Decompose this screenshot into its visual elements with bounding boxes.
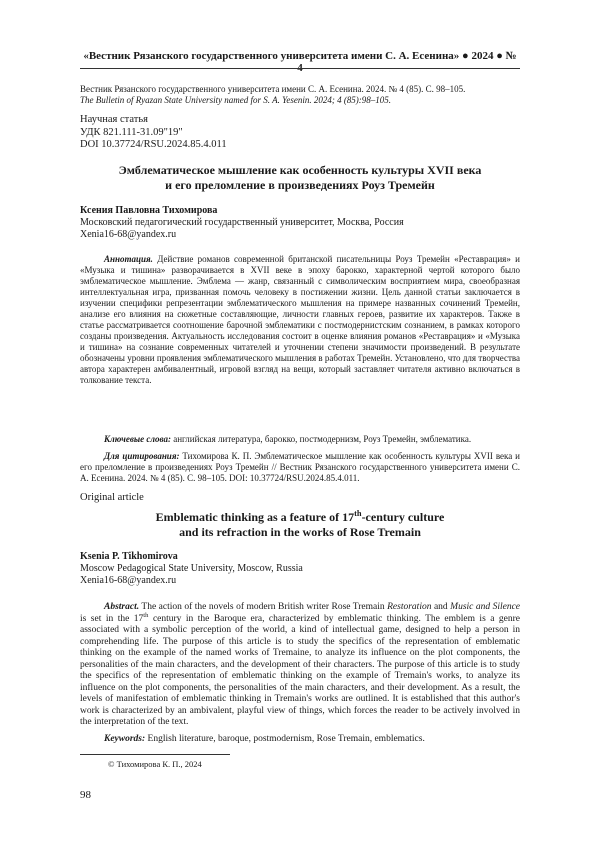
page-title-en: [80, 510, 520, 540]
abstract-ru-text: Действие романов современной британской писательницы Роуз Тремейн «Реставрация» и «Музыка и тишина» разворачивается в XVII веке в эпоху барокко, характерной чертой которого было эмблематическое мышление. Эмблема — жанр, связанный с символическим восприятием мира, своеобразная интеллектуальная игра, призванная помочь человеку в постижении жизни. Цель данной статьи заключается в изучении специфики репрезентации эмблематического мышления на примере названных сочинений Тремейн, анализе его влияния на сюжетные составляющие, личности главных героев, развитие их характеров. Также в статье рассматривается соотношение барочной эмблематики с постмодернистским сознанием, в рамках которого созданы произведения. Актуальность исследования состоит в оценке влияния романов «Реставрация» и «Музыка и тишина» на сознание современных читателей и уточнении степени значимости произведений. В результате обозначены уровни проявления эмблематического мышления в работах Тремейн. Установлено, что для творчества автора характерен амбивалентный, игровой взгляд на вещи, который заставляет читателя активно включаться в толкование текста.: [80, 254, 520, 385]
title-en-part1: Emblematic thinking as a feature of 17: [155, 510, 355, 524]
keywords-ru-label: Ключевые слова:: [104, 434, 171, 444]
keywords-ru-paragraph: [80, 434, 520, 445]
author-name-en: Ksenia P. Tikhomirova: [80, 551, 178, 562]
abstract-en-label: Abstract.: [104, 602, 140, 612]
udk-code: УДК 821.111-31.09"19": [80, 126, 183, 138]
citation-en: The Bulletin of Ryazan State University named for S. A. Yesenin. 2024; 4 (85):98–105.: [80, 95, 392, 105]
cite-ru: [80, 451, 520, 484]
abstract-en-sup: th: [143, 611, 149, 619]
citation-ru: Вестник Рязанского государственного университета имени С. А. Есенина. 2024. № 4 (85). С. 98–105.: [80, 84, 466, 94]
affiliation-en: Moscow Pedagogical State University, Moscow, Russia: [80, 563, 303, 574]
header-rule: [80, 68, 520, 69]
abstract-ru: [80, 254, 520, 386]
abstract-en: [80, 602, 520, 729]
article-type-en-label: Original article: [80, 492, 144, 503]
keywords-en-paragraph: [80, 734, 520, 745]
title-ru-line1: Эмблематическое мышление как особенность культуры XVII века: [118, 163, 482, 177]
abstract-en-t2: and: [433, 602, 448, 612]
title-en-line2: and its refraction in the works of Rose Tremain: [179, 525, 421, 539]
meta-block: [80, 114, 520, 152]
cite-ru-text: Тихомирова К. П. Эмблематическое мышление как особенность культуры XVII века и его преломление в произведениях Роуз Тремейн // Вестник Рязанского государственного университета имени С. А. Есенина. 2024. № 4 (85). С. 98–105. DOI: 10.37724/RSU.2024.85.4.011.: [80, 451, 520, 483]
abstract-en-i1: Restoration: [387, 602, 432, 612]
author-block-ru: [80, 205, 520, 241]
keywords-en-label: Keywords:: [104, 734, 146, 744]
abstract-ru-paragraph: [80, 254, 520, 386]
title-en-sup: th: [354, 509, 362, 518]
copyright-footnote: © Тихомирова К. П., 2024: [108, 759, 202, 769]
abstract-ru-label: Аннотация.: [104, 254, 153, 264]
footnote-rule: [80, 754, 230, 755]
keywords-en: [80, 734, 520, 745]
doi-code: DOI 10.37724/RSU.2024.85.4.011: [80, 139, 227, 150]
citation-block: [80, 84, 520, 106]
author-name-ru: Ксения Павловна Тихомирова: [80, 205, 218, 216]
page-number: 98: [80, 789, 91, 801]
affiliation-ru: Московский педагогический государственный университет, Москва, Россия: [80, 217, 404, 228]
cite-ru-paragraph: [80, 451, 520, 484]
article-type-ru: Научная статья: [80, 114, 148, 125]
keywords-ru: [80, 434, 520, 445]
abstract-en-i2: Music and Silence: [450, 602, 521, 612]
cite-ru-label: Для цитирования:: [104, 451, 180, 461]
keywords-en-text: English literature, baroque, postmodernism, Rose Tremain, emblematics.: [147, 734, 425, 744]
email-ru: Xenia16-68@yandex.ru: [80, 229, 177, 240]
abstract-en-t3: is set in the 17: [80, 613, 144, 624]
title-en-part2: -century culture: [361, 510, 445, 524]
article-type-en: [80, 492, 520, 505]
abstract-en-t4: century in the Baroque era, characterized by emblematic thinking. The emblem is a genre associated with a symbolic perception of the world, a kind of intellectual game, designed to help a person in comprehending life. The purpose of this article is to study the specifics of the representation of emblematic thinking on the example of the named works of Tremaine, to analyze its influence on the plot components, the personalities of the main characters, and the development of their characters. The purpose of this article is to study the specifics of the representation of emblematic thinking on the example of Tremain's works, to analyze its influence on the plot components, the personalities of the main characters, and their development. As a result, the levels of manifestation of emblematic thinking in Tremain's works are outlined. It is established that this author's work is characterized by an ambivalent, playful view of things, which forces the reader to be actively involved in the interpretation of the text.: [80, 613, 521, 727]
page-title-ru: [80, 163, 520, 193]
abstract-en-t1: The action of the novels of modern British writer Rose Tremain: [141, 602, 385, 612]
running-header: «Вестник Рязанского государственного университета имени С. А. Есенина» ● 2024 ● № 4: [83, 50, 517, 74]
abstract-en-paragraph: [80, 602, 520, 729]
author-block-en: [80, 551, 520, 587]
email-en: Xenia16-68@yandex.ru: [80, 575, 177, 586]
keywords-ru-text: английская литература, барокко, постмодернизм, Роуз Тремейн, эмблематика.: [173, 434, 472, 444]
title-ru-line2: и его преломление в произведениях Роуз Тремейн: [165, 178, 435, 192]
title-en-line1: [80, 510, 520, 525]
